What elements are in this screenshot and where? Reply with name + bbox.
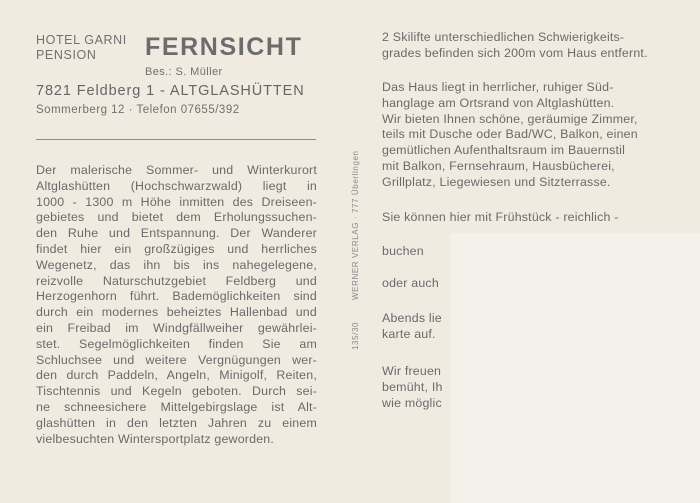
description-line: durch ein modernes beheiztes Hallenbad und xyxy=(36,305,317,320)
house-line: teils mit Dusche oder Bad/WC, Balkon, einen xyxy=(382,127,638,142)
house-line: hanglage am Ortsrand von Altglashütten. xyxy=(382,95,615,110)
hotel-name: FERNSICHT xyxy=(145,33,303,61)
house-line: Das Haus liegt in herrlicher, ruhiger Süd- xyxy=(382,80,614,94)
description-line: 1000 - 1300 m Höhe inmitten des Dreiseen- xyxy=(36,194,317,209)
book-word: buchen xyxy=(382,244,424,258)
closing-text xyxy=(382,364,672,411)
house-line: gemütlichen Aufenthaltsraum im Bauernstil xyxy=(382,143,626,158)
evening-line: Abends lie xyxy=(382,311,442,325)
description-line: Schluchsee und weitere Vergnügungen wer- xyxy=(36,352,317,367)
description-line: Altglashütten (Hochschwarzwald) liegt in xyxy=(36,178,317,193)
hotel-garni-text: HOTEL GARNI xyxy=(36,33,127,47)
closing-line: wie möglic xyxy=(382,395,442,410)
address-line: 7821 Feldberg 1 - ALTGLASHÜTTEN xyxy=(36,83,305,99)
evening-text xyxy=(382,311,672,343)
description-line: ne schneesichere Mittelgebirgslage ist Alt- xyxy=(36,399,317,414)
hotel-type-label xyxy=(36,33,127,63)
pension-text: PENSION xyxy=(36,48,97,62)
evening-line: karte auf. xyxy=(382,326,436,341)
description-line: gebietes und bietet dem Erholungssuchen- xyxy=(36,210,317,225)
description-line: Tischtennis und Kegeln geboten. Durch sei- xyxy=(36,384,317,399)
description-line: ein Freibad im Windgfällweiher gewährlei- xyxy=(36,320,317,335)
owner-line: Bes.: S. Müller xyxy=(145,66,223,78)
description-line: Wegenetz, das ihn bis ins nahegelegene, xyxy=(36,257,317,272)
description-line: Der malerische Sommer- und Winterkurort xyxy=(36,163,317,177)
house-line: mit Balkon, Fernsehraum, Hausbücherei, xyxy=(382,158,615,173)
or-also-text: oder auch xyxy=(382,276,439,290)
description-line: Herzogenhorn führt. Bademöglichkeiten sind xyxy=(36,289,317,304)
ski-line: grades befinden sich 200m vom Haus entfernt. xyxy=(382,45,648,60)
description-line: reizvolle Naturschutzgebiet Feldberg und xyxy=(36,273,317,288)
ski-lift-text xyxy=(382,30,672,62)
house-line: Grillplatz, Liegewiesen und Sitzterrasse. xyxy=(382,174,611,189)
description-line: vielbesuchten Wintersportplatz geworden. xyxy=(36,431,275,446)
header-divider xyxy=(36,139,316,140)
ski-line: 2 Skilifte unterschiedlichen Schwierigkeits- xyxy=(382,30,625,44)
description-line: den durch Paddeln, Angeln, Minigolf, Reiten, xyxy=(36,368,317,383)
description-paragraph xyxy=(36,163,317,447)
closing-line: Wir freuen xyxy=(382,364,442,378)
description-line: stet. Segelmöglichkeiten finden Sie am xyxy=(36,336,317,351)
breakfast-line: Sie können hier mit Frühstück - reichlich - xyxy=(382,210,619,224)
closing-line: bemüht, Ih xyxy=(382,379,443,394)
description-line: findet hier ein großzügiges und herrliches xyxy=(36,241,317,256)
house-description xyxy=(382,80,672,191)
print-number: 135/30 xyxy=(351,321,360,350)
description-line: glashütten in den letzten Jahren zu einem xyxy=(36,415,317,430)
description-line: den Ruhe und Entspannung. Der Wanderer xyxy=(36,226,317,241)
street-phone-line: Sommerberg 12 · Telefon 07655/392 xyxy=(36,104,240,116)
publisher-imprint: WERNER VERLAG · 777 Überlingen xyxy=(351,150,360,300)
house-line: Wir bieten Ihnen schöne, geräumige Zimmer, xyxy=(382,111,638,126)
